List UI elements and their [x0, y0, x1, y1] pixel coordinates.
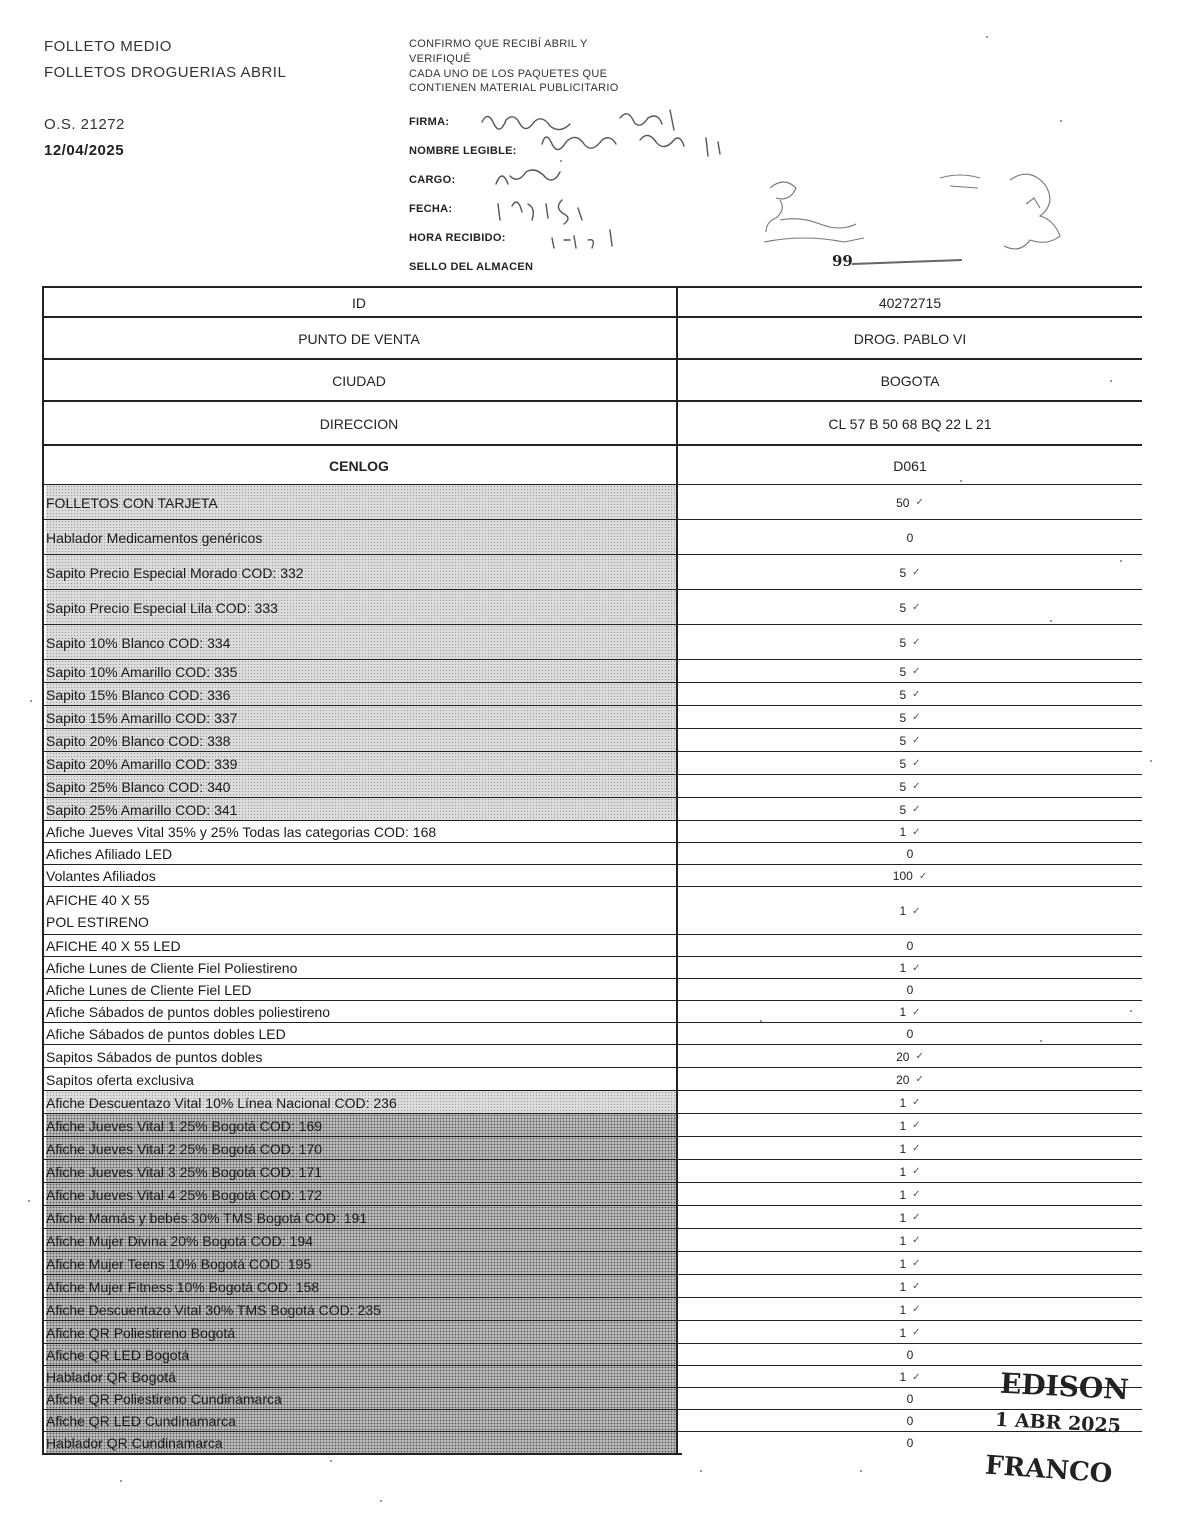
item-quantity: [678, 957, 1142, 979]
item-row: [42, 1387, 1142, 1410]
checkmark-icon: ✓: [912, 1258, 921, 1269]
item-row: [42, 1431, 1142, 1454]
scan-speck: [28, 1200, 30, 1202]
item-quantity: [678, 1206, 1142, 1229]
item-label-text: Sapito 10% Amarillo COD: 335: [46, 663, 238, 680]
item-label-text: Afiche Mamás y bebés 30% TMS Bogotá COD: 191: [46, 1209, 368, 1226]
legible-name-label: NOMBRE LEGIBLE:: [409, 145, 517, 157]
item-quantity-value: 0: [906, 1348, 914, 1362]
item-quantity-value: 1: [899, 904, 907, 918]
item-row: [42, 728, 1142, 752]
checkmark-icon: ✓: [912, 1281, 921, 1292]
item-row: [42, 1297, 1142, 1321]
item-label: [46, 683, 676, 706]
item-quantity: [678, 821, 1142, 843]
item-label-text: AFICHE 40 X 55 LED: [46, 938, 181, 954]
item-label-text: Afiche Descuentazo Vital 30% TMS Bogotá COD: 235: [46, 1301, 381, 1318]
header-row: [42, 286, 1142, 318]
item-label: [46, 1432, 676, 1454]
header-row: [42, 316, 1142, 360]
item-quantity: [678, 1275, 1142, 1298]
item-row: [42, 797, 1142, 821]
checkmark-icon: ✓: [915, 1074, 924, 1085]
checkmark-icon: ✓: [912, 666, 921, 677]
item-quantity-value: 5: [899, 756, 907, 771]
item-quantity-value: 1: [899, 1187, 907, 1202]
order-number: O.S. 21272: [44, 116, 125, 133]
item-row: [42, 1182, 1142, 1206]
item-quantity: [678, 935, 1142, 957]
item-row: [42, 554, 1142, 590]
item-quantity: [678, 775, 1142, 798]
item-label: [46, 706, 676, 729]
item-quantity-value: 1: [899, 1302, 907, 1317]
item-quantity-value: 20: [896, 1072, 910, 1087]
item-quantity: [678, 887, 1142, 935]
item-quantity-value: 20: [896, 1049, 910, 1064]
checkmark-icon: ✓: [912, 804, 921, 815]
item-quantity: [678, 1321, 1142, 1344]
item-quantity: [678, 843, 1142, 865]
item-quantity-value: 0: [906, 1027, 914, 1041]
item-label: [46, 887, 676, 935]
item-label-text: Afiche Jueves Vital 4 25% Bogotá COD: 172: [46, 1186, 323, 1203]
checkmark-icon: ✓: [912, 1097, 921, 1108]
item-label-text: Afiche Lunes de Cliente Fiel LED: [46, 982, 252, 998]
item-label-text: Afiche QR Poliestireno Cundinamarca: [46, 1391, 282, 1407]
item-quantity: [678, 1432, 1142, 1454]
item-row: [42, 589, 1142, 625]
checkmark-icon: ✓: [912, 637, 921, 648]
confirm-line-3: CADA UNO DE LOS PAQUETES QUE: [409, 68, 608, 80]
item-quantity-value: 5: [899, 687, 907, 702]
scan-speck: [1050, 620, 1052, 622]
item-label-text: Afiches Afiliado LED: [46, 846, 173, 862]
item-label: [46, 660, 676, 683]
item-quantity-value: 1: [899, 1233, 907, 1248]
item-label-line-1: AFICHE 40 X 55: [46, 892, 150, 908]
item-row: [42, 682, 1142, 706]
item-quantity-value: 1: [899, 1325, 907, 1340]
header-row-value: BOGOTA: [880, 373, 940, 389]
signature-label: FIRMA:: [409, 116, 450, 128]
item-quantity: [678, 555, 1142, 590]
header-row: [42, 358, 1142, 402]
checkmark-icon: ✓: [912, 905, 921, 917]
doc-subtitle: FOLLETOS DROGUERIAS ABRIL: [44, 64, 287, 81]
item-row: [42, 1044, 1142, 1068]
item-label: [46, 1137, 676, 1160]
item-quantity-value: 100: [892, 869, 913, 883]
item-label: [46, 979, 676, 1001]
item-label-text: Sapito Precio Especial Lila COD: 333: [46, 599, 278, 616]
item-quantity-value: 5: [899, 565, 907, 580]
item-quantity-value: 1: [899, 1210, 907, 1225]
confirm-line-2: VERIFIQUÉ: [409, 53, 471, 65]
item-label: [46, 555, 676, 590]
item-label-text: Afiche QR Poliestireno Bogotá: [46, 1324, 236, 1341]
checkmark-icon: ✓: [912, 1327, 921, 1338]
item-quantity: [678, 683, 1142, 706]
item-label-text: Afiche Jueves Vital 3 25% Bogotá COD: 171: [46, 1163, 323, 1180]
checkmark-icon: ✓: [912, 1006, 921, 1018]
item-quantity-value: 1: [899, 961, 907, 975]
stamp-name-2: FRANCO: [984, 1450, 1114, 1490]
item-quantity: [678, 485, 1142, 520]
item-label-text: Afiche Mujer Divina 20% Bogotá COD: 194: [46, 1232, 313, 1249]
item-label: [46, 1001, 676, 1023]
item-quantity: [678, 1252, 1142, 1275]
item-label-text: Afiche Mujer Fitness 10% Bogotá COD: 158: [46, 1278, 320, 1295]
item-row: [42, 484, 1142, 520]
item-label-text: Hablador QR Cundinamarca: [46, 1435, 223, 1451]
item-quantity-value: 1: [899, 1095, 907, 1110]
item-label: [46, 1410, 676, 1432]
confirm-line-4: CONTIENEN MATERIAL PUBLICITARIO: [409, 82, 619, 94]
item-label: [46, 865, 676, 887]
materials-table: [42, 286, 1142, 1451]
item-quantity-value: 0: [906, 1392, 914, 1406]
date-label: FECHA:: [409, 203, 453, 215]
doc-title: FOLLETO MEDIO: [44, 38, 172, 55]
checkmark-icon: ✓: [912, 1304, 921, 1315]
scan-speck: [1130, 1010, 1132, 1012]
item-label: [46, 1388, 676, 1410]
scan-speck: [330, 1460, 332, 1462]
item-quantity: [678, 590, 1142, 625]
item-label: [46, 1229, 676, 1252]
store-seal-label: SELLO DEL ALMACEN: [409, 261, 534, 273]
header-row: [42, 400, 1142, 446]
item-label: [46, 1045, 676, 1068]
item-quantity-value: 1: [899, 1279, 907, 1294]
item-row: [42, 886, 1142, 935]
item-label: [46, 1275, 676, 1298]
item-quantity: [678, 1137, 1142, 1160]
item-label: [46, 1366, 676, 1388]
item-label: [46, 821, 676, 843]
item-quantity-value: 0: [906, 1414, 914, 1428]
item-label-text: Afiche Descuentazo Vital 10% Línea Nacional COD: 236: [46, 1094, 397, 1111]
item-label: [46, 1321, 676, 1344]
header-row-label: ID: [42, 288, 677, 318]
item-quantity-value: 0: [906, 983, 914, 997]
item-row: [42, 1343, 1142, 1366]
item-row: [42, 519, 1142, 555]
item-row: [42, 1205, 1142, 1229]
scan-speck: [1040, 1040, 1042, 1042]
item-label-text: Afiche Jueves Vital 1 25% Bogotá COD: 169: [46, 1117, 323, 1134]
item-label: [46, 1091, 676, 1114]
checkmark-icon: ✓: [915, 1051, 924, 1062]
item-label: [46, 1023, 676, 1045]
checkmark-icon: ✓: [918, 870, 928, 882]
item-label: [46, 625, 676, 660]
checkmark-icon: ✓: [912, 1120, 921, 1131]
item-label-text: Volantes Afiliados: [46, 868, 156, 884]
scan-speck: [960, 480, 962, 482]
scan-speck: [380, 1500, 382, 1502]
item-quantity: [678, 625, 1142, 660]
checkmark-icon: ✓: [912, 1235, 921, 1246]
scan-speck: [860, 1470, 862, 1472]
item-label: [46, 843, 676, 865]
item-quantity: [678, 752, 1142, 775]
item-label: [46, 957, 676, 979]
item-label: [46, 752, 676, 775]
item-row: [42, 934, 1142, 957]
item-label-text: Afiche Lunes de Cliente Fiel Poliestireno: [46, 960, 298, 976]
item-label: [46, 1344, 676, 1366]
checkmark-icon: ✓: [912, 781, 921, 792]
item-row: [42, 624, 1142, 660]
item-quantity-value: 5: [899, 635, 907, 650]
stamp-name-1: EDISON: [999, 1366, 1130, 1407]
checkmark-icon: ✓: [912, 1371, 921, 1383]
checkmark-icon: ✓: [912, 712, 921, 723]
header-row: [42, 444, 1142, 486]
item-label-text: Sapito 25% Blanco COD: 340: [46, 778, 231, 795]
item-quantity-value: 0: [906, 939, 914, 953]
item-label-text: Sapitos oferta exclusiva: [46, 1071, 194, 1088]
header-row-value: D061: [893, 458, 927, 474]
item-quantity: [678, 1001, 1142, 1023]
item-quantity-value: 1: [899, 1118, 907, 1133]
item-label-text: Afiche Jueves Vital 35% y 25% Todas las categorias COD: 168: [46, 824, 437, 840]
item-label-text: Afiche QR LED Cundinamarca: [46, 1413, 236, 1429]
item-quantity: [678, 1068, 1142, 1091]
item-quantity: [678, 865, 1142, 887]
item-label: [46, 775, 676, 798]
header-row-value: CL 57 B 50 68 BQ 22 L 21: [828, 416, 992, 432]
item-label-text: Sapito Precio Especial Morado COD: 332: [46, 564, 304, 581]
scan-speck: [1060, 120, 1062, 122]
item-quantity: [678, 660, 1142, 683]
header-row-label: CIUDAD: [42, 360, 677, 402]
checkmark-icon: ✓: [912, 1189, 921, 1200]
item-quantity-value: 0: [906, 530, 914, 545]
item-label-text: Afiche QR LED Bogotá: [46, 1347, 190, 1363]
item-row: [42, 1251, 1142, 1275]
item-label-line-2: POL ESTIRENO: [46, 914, 149, 930]
time-label: HORA RECIBIDO:: [409, 232, 506, 244]
item-label-text: Hablador Medicamentos genéricos: [46, 529, 263, 546]
header-row-label: PUNTO DE VENTA: [42, 318, 677, 360]
item-label-text: Afiche Sábados de puntos dobles LED: [46, 1026, 286, 1042]
scan-speck: [560, 160, 562, 162]
item-quantity-value: 1: [899, 1370, 907, 1384]
item-quantity: [678, 798, 1142, 821]
item-row: [42, 1000, 1142, 1023]
item-label: [46, 935, 676, 957]
item-quantity: [678, 520, 1142, 555]
item-quantity-value: 1: [899, 825, 907, 839]
item-quantity-value: 5: [899, 664, 907, 679]
item-quantity-value: 5: [899, 733, 907, 748]
scan-speck: [120, 1480, 122, 1482]
checkmark-icon: ✓: [912, 1166, 921, 1177]
item-row: [42, 1067, 1142, 1091]
checkmark-icon: ✓: [912, 962, 921, 974]
item-label: [46, 1114, 676, 1137]
checkmark-icon: ✓: [915, 497, 924, 508]
item-quantity: [678, 979, 1142, 1001]
item-label-text: Sapito 20% Blanco COD: 338: [46, 732, 231, 749]
item-quantity-value: 1: [899, 1141, 907, 1156]
item-label: [46, 798, 676, 821]
item-quantity: [678, 1045, 1142, 1068]
item-label-text: Hablador QR Bogotá: [46, 1369, 176, 1385]
item-quantity: [678, 1114, 1142, 1137]
item-quantity-value: 50: [896, 495, 910, 510]
checkmark-icon: ✓: [912, 735, 921, 746]
checkmark-icon: ✓: [912, 689, 921, 700]
item-quantity-value: 5: [899, 710, 907, 725]
item-row: [42, 1159, 1142, 1183]
item-label: [46, 485, 676, 520]
item-row: [42, 1320, 1142, 1344]
item-label-text: Afiche Sábados de puntos dobles poliestireno: [46, 1004, 331, 1020]
item-row: [42, 774, 1142, 798]
header-row-label: CENLOG: [42, 446, 677, 486]
item-label-text: Afiche Mujer Teens 10% Bogotá COD: 195: [46, 1255, 312, 1272]
checkmark-icon: ✓: [912, 758, 921, 769]
item-label-text: Sapito 15% Blanco COD: 336: [46, 686, 231, 703]
item-quantity: [678, 706, 1142, 729]
item-label-text: Sapito 25% Amarillo COD: 341: [46, 801, 238, 818]
item-row: [42, 820, 1142, 843]
item-quantity-value: 0: [906, 847, 914, 861]
item-label: [46, 1252, 676, 1275]
scan-speck: [1150, 760, 1152, 762]
scan-speck: [1110, 380, 1112, 382]
item-row: [42, 1365, 1142, 1388]
store-seal-stamp: [740, 160, 1100, 270]
scan-speck: [30, 700, 32, 702]
item-quantity: [678, 1091, 1142, 1114]
item-quantity-value: 5: [899, 802, 907, 817]
item-row: [42, 1228, 1142, 1252]
item-row: [42, 659, 1142, 683]
item-label: [46, 1298, 676, 1321]
scan-speck: [1120, 560, 1122, 562]
header-row-label: DIRECCION: [42, 402, 677, 446]
item-label: [46, 1160, 676, 1183]
item-row: [42, 705, 1142, 729]
item-row: [42, 842, 1142, 865]
item-label: [46, 590, 676, 625]
item-label: [46, 1206, 676, 1229]
item-row: [42, 751, 1142, 775]
item-label-text: Sapitos Sábados de puntos dobles: [46, 1048, 263, 1065]
item-quantity: [678, 729, 1142, 752]
item-quantity: [678, 1160, 1142, 1183]
item-label-text: Afiche Jueves Vital 2 25% Bogotá COD: 170: [46, 1140, 323, 1157]
checkmark-icon: ✓: [912, 826, 921, 838]
item-row: [42, 1022, 1142, 1045]
item-label: [46, 520, 676, 555]
seal-number: 99: [832, 252, 853, 270]
item-quantity-value: 1: [899, 1256, 907, 1271]
checkmark-icon: ✓: [912, 567, 921, 578]
header-row-value: DROG. PABLO VI: [853, 331, 967, 347]
item-quantity-value: 5: [899, 779, 907, 794]
item-quantity: [678, 1183, 1142, 1206]
item-quantity: [678, 1344, 1142, 1366]
table-column-divider: [676, 286, 678, 1453]
checkmark-icon: ✓: [912, 1143, 921, 1154]
item-row: [42, 1274, 1142, 1298]
item-label-text: Sapito 10% Blanco COD: 334: [46, 634, 231, 651]
item-label-text: Sapito 15% Amarillo COD: 337: [46, 709, 238, 726]
item-label-text: FOLLETOS CON TARJETA: [46, 494, 218, 511]
item-quantity: [678, 1229, 1142, 1252]
item-row: [42, 1136, 1142, 1160]
item-row: [42, 956, 1142, 979]
table-bottom-border: [42, 1453, 682, 1455]
item-row: [42, 1409, 1142, 1432]
checkmark-icon: ✓: [912, 1212, 921, 1223]
confirm-line-1: CONFIRMO QUE RECIBÍ ABRIL Y: [409, 38, 588, 50]
item-label: [46, 1068, 676, 1091]
item-label-text: Sapito 20% Amarillo COD: 339: [46, 755, 238, 772]
position-label: CARGO:: [409, 174, 456, 186]
stamp-date: 1 ABR 2025: [994, 1408, 1122, 1438]
order-date: 12/04/2025: [44, 142, 125, 159]
item-row: [42, 864, 1142, 887]
checkmark-icon: ✓: [912, 602, 921, 613]
header-row-value: 40272715: [878, 295, 942, 311]
item-label: [46, 1183, 676, 1206]
item-quantity: [678, 1298, 1142, 1321]
item-quantity-value: 0: [906, 1436, 914, 1450]
item-quantity-value: 5: [899, 600, 907, 615]
scan-speck: [760, 1020, 762, 1022]
item-quantity-value: 1: [899, 1005, 907, 1019]
table-left-border: [42, 286, 44, 1453]
item-quantity: [678, 1023, 1142, 1045]
item-row: [42, 978, 1142, 1001]
scan-speck: [700, 1470, 702, 1472]
item-row: [42, 1113, 1142, 1137]
item-row: [42, 1090, 1142, 1114]
item-quantity-value: 1: [899, 1164, 907, 1179]
item-label: [46, 729, 676, 752]
scan-speck: [986, 36, 988, 38]
